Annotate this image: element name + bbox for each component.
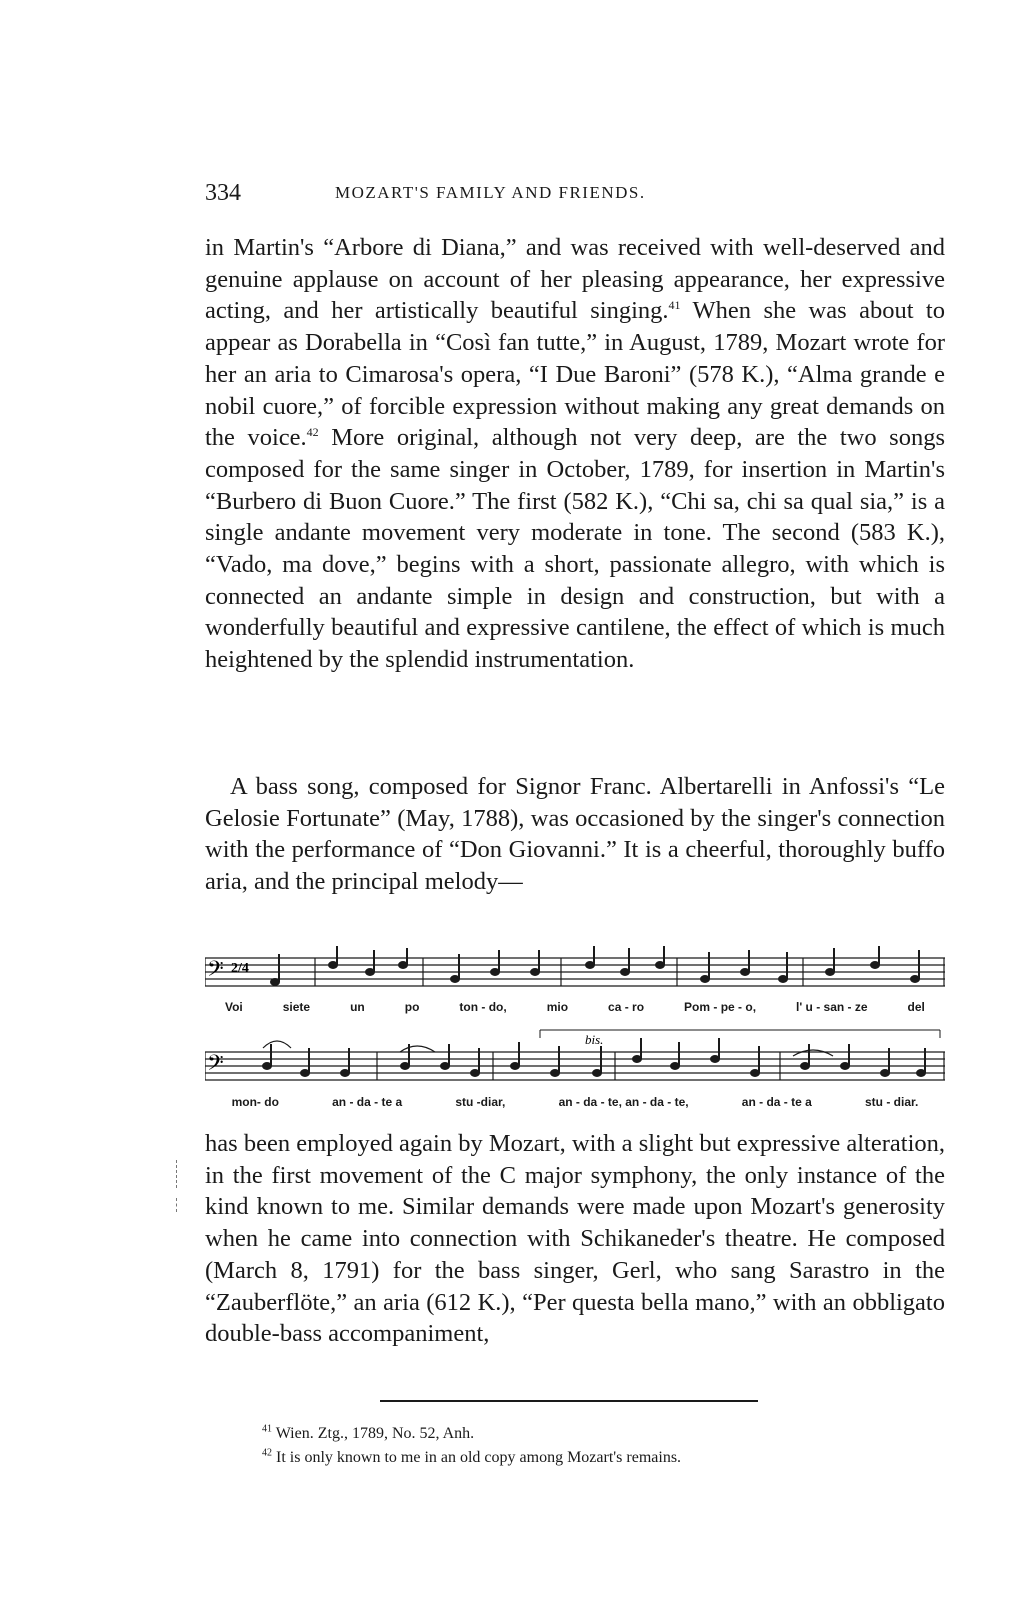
- lyric-syllable: an - da - te a: [332, 1095, 403, 1109]
- bass-clef-icon: 𝄢: [207, 957, 224, 987]
- footnote-ref-41[interactable]: 41: [668, 298, 681, 313]
- footnote-number: 42: [262, 1447, 272, 1459]
- page-number: 334: [205, 180, 241, 206]
- lyric-syllable: l' u - san - ze: [796, 1000, 868, 1014]
- music-staff-2: [205, 1022, 945, 1090]
- margin-mark: [176, 1160, 177, 1188]
- footnote-41: [262, 1424, 474, 1444]
- footnote-text: It is only known to me in an old copy among Mozart's remains.: [276, 1449, 682, 1466]
- lyric-syllable: Voi: [224, 1000, 243, 1014]
- margin-mark: [176, 1198, 177, 1212]
- lyric-syllable: mio: [546, 1000, 569, 1014]
- repeat-marking: bis.: [585, 1032, 604, 1047]
- page-header: [205, 180, 945, 210]
- lyric-syllable: mon- do: [231, 1095, 279, 1109]
- running-title: MOZART'S FAMILY AND FRIENDS.: [335, 183, 646, 202]
- paragraph-3: has been employed again by Mozart, with a slight but expressive alteration, in the first movement of the C major symphony, the only instance of the kind known to me. Similar demands were made upon Mozart's generosity when he came into connection with Schikaneder's theatre. He composed (March 8, 1791) for the bass singer, Gerl, who sang Sarastro in the “Zauberflöte,” an aria (612 K.), “Per questa bella mano,” with an obbligato double-bass accompaniment,: [205, 1130, 945, 1348]
- lyrics-line-2: [205, 1095, 945, 1109]
- lyric-syllable: Pom - pe - o,: [684, 1000, 757, 1014]
- paragraph-1-text-c: More original, although not very deep, are the two songs composed for the same singer in October, 1789, for insertion in Martin's “Burbero di Buon Cuore.” The first (582 K.), “Chi sa, chi sa qual sia,” is a single andante movement very moderate in tone. The second (583 K.), “Vado, ma dove,” begins with a short, passionate allegro, with which is connected an andante simple in design and construction, but with a wonderfully beautiful and expressive cantilene, the effect of which is much heightened by the splendid instrumentation.: [205, 424, 945, 674]
- bass-clef-icon: 𝄢: [207, 1051, 224, 1081]
- lyric-syllable: siete: [282, 1000, 311, 1014]
- lyric-syllable: ca - ro: [608, 1000, 645, 1014]
- lyric-syllable: po: [404, 1000, 420, 1014]
- footnote-rule: [380, 1400, 758, 1402]
- paragraph-1-text-a: in Martin's “Arbore di Diana,” and was received with well-deserved and genuine applause on account of her pleasing appearance, her expressive acting, and her artistically beautiful singing.: [205, 234, 945, 325]
- lyric-syllable: stu -diar,: [455, 1095, 506, 1109]
- footnote-number: 41: [262, 1423, 272, 1435]
- lyric-syllable: an - da - te a: [741, 1095, 812, 1109]
- footnote-text: Wien. Ztg., 1789, No. 52, Anh.: [275, 1425, 475, 1442]
- lyrics-line-1: [205, 1000, 945, 1014]
- lyric-syllable: an - da - te, an - da - te,: [558, 1095, 689, 1109]
- paragraph-1: [205, 232, 945, 676]
- paragraph-1-text-b: When she was about to appear as Dorabella in “Così fan tutte,” in August, 1789, Mozart wrote for her an aria to Cimarosa's opera, “I Due Baroni” (578 K.), “Alma grande e nobil cuore,” of forcible expression without making any great demands on the voice.: [205, 297, 945, 452]
- footnote-42: [262, 1448, 681, 1468]
- lyric-syllable: ton - do,: [459, 1000, 507, 1014]
- footnote-ref-42[interactable]: 42: [306, 425, 319, 440]
- paragraph-2: A bass song, composed for Signor Franc. Albertarelli in Anfossi's “Le Gelosie Fortunate” (May, 1788), was occasioned by the singer's connection with the performance of “Don Giovanni.” It is a cheerful, thoroughly buffo aria, and the principal melody—: [205, 773, 945, 896]
- lyric-syllable: del: [907, 1000, 925, 1014]
- time-signature: 2/4: [231, 961, 249, 976]
- lyric-syllable: stu - diar.: [865, 1095, 919, 1109]
- music-staff-1: [205, 940, 945, 1000]
- lyric-syllable: un: [350, 1000, 365, 1014]
